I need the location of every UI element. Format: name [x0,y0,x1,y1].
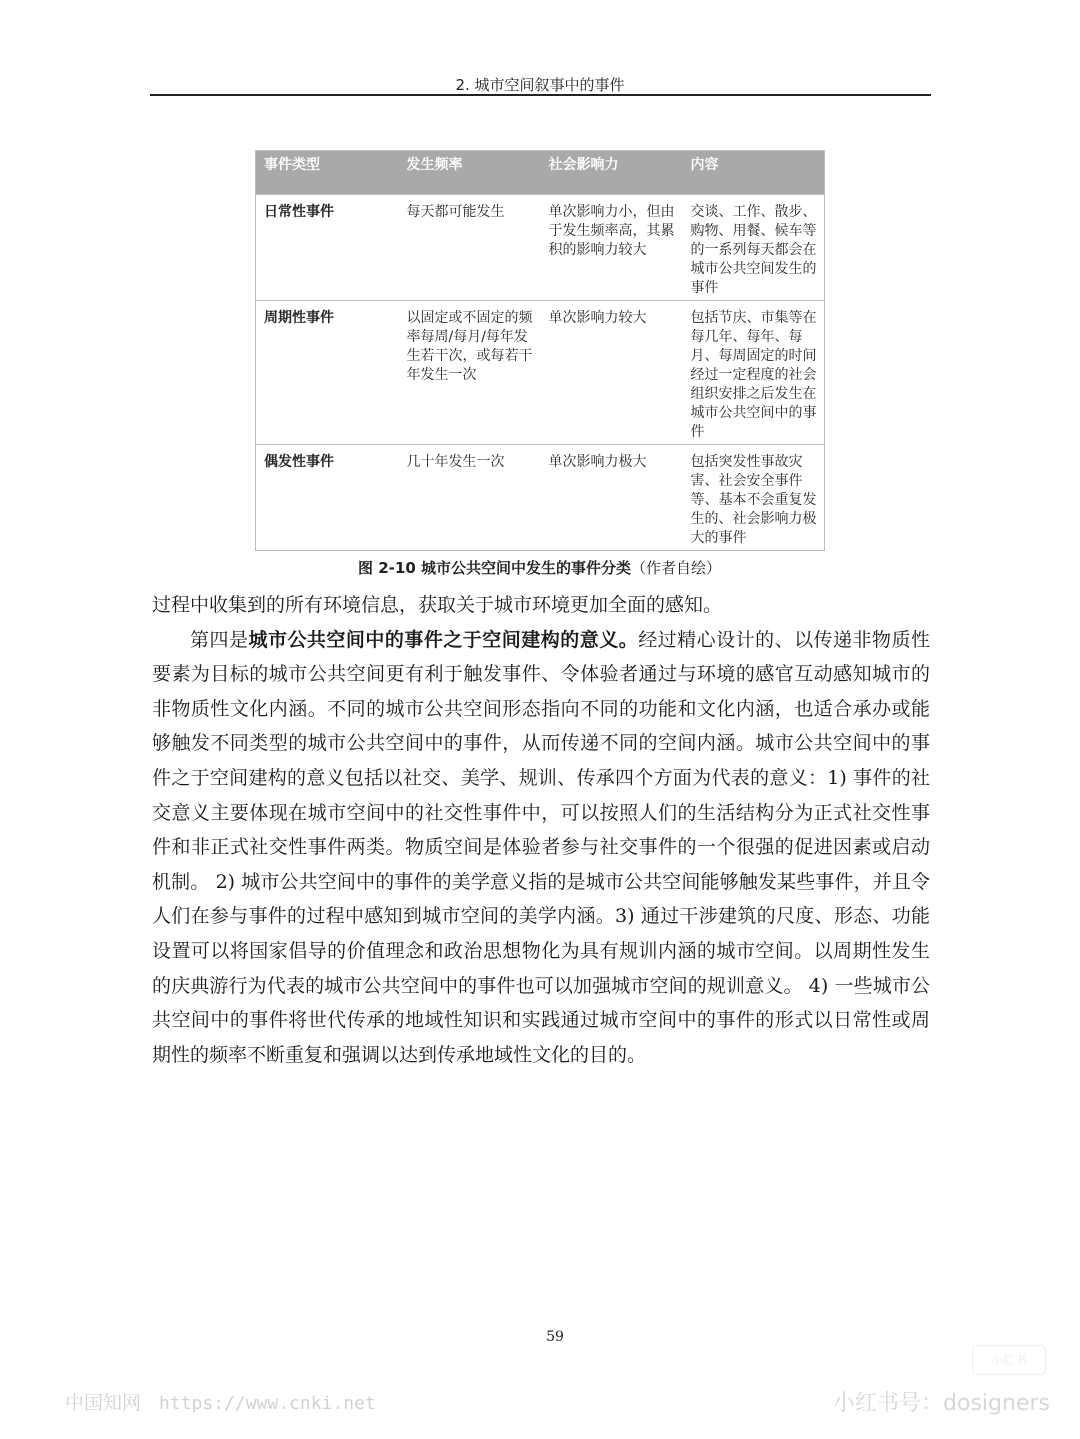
table-cell: 每天都可能发生 [399,195,541,301]
table-cell: 以固定或不固定的频率每周/每月/每年发生若干次，或每若干年发生一次 [399,301,541,445]
table-header-row [256,151,825,195]
paragraph-emphasis: 城市公共空间中的事件之于空间建构的意义。 [248,628,639,651]
paragraph: 过程中收集到的所有环境信息，获取关于城市环境更加全面的感知。 [152,594,723,616]
table-cell: 单次影响力小，但由于发生频率高，其累积的影响力较大 [541,195,683,301]
paragraph [152,623,930,1073]
xiaohongshu-watermark: 小红书号：dosigners [833,1391,1050,1416]
column-header: 事件类型 [256,151,399,195]
column-header: 社会影响力 [541,151,683,195]
paragraph-lead: 第四是 [190,628,249,651]
table-cell: 周期性事件 [256,301,399,445]
column-header: 内容 [683,151,825,195]
page-number: 59 [546,1329,564,1345]
table-cell: 单次影响力较大 [541,301,683,445]
cnki-url: https://www.cnki.net [159,1393,376,1414]
cnki-name: 中国知网 [65,1392,142,1414]
body-text [152,588,930,1072]
caption-title: 图 2-10 城市公共空间中发生的事件分类 [358,559,631,577]
table-cell: 交谈、工作、散步、购物、用餐、候车等的一系列每天都会在城市公共空间发生的事件 [683,195,825,301]
header-rule [150,94,931,96]
table-cell: 包括突发性事故灾害、社会安全事件等、基本不会重复发生的、社会影响力极大的事件 [683,445,825,551]
table-cell: 日常性事件 [256,195,399,301]
cnki-watermark [65,1388,376,1415]
table-cell: 包括节庆、市集等在每几年、每年、每月、每周固定的时间经过一定程度的社会组织安排之后发生在城市公共空间中的事件 [683,301,825,445]
event-classification-table [255,150,825,551]
watermark-logo: 小红书 [972,1345,1046,1375]
figure-caption [255,557,824,578]
paragraph-rest: 经过精心设计的、以传递非物质性要素为目标的城市公共空间更有利于触发事件、令体验者通过与环境的感官互动感知城市的非物质性文化内涵。不同的城市公共空间形态指向不同的功能和文化内涵，也适合承办或能够触发不同类型的城市公共空间中的事件，从而传递不同的空间内涵。城市公共空间中的事件之于空间建构的意义包括以社交、美学、规训、传承四个方面为代表的意义：1) 事件的社交意义主要体现在城市空间中的社交性事件中，可以按照人们的生活结构分为正式社交性事件和非正式社交性事件两类。物质空间是体验者参与社交事件的一个很强的促进因素或启动机制。 2) 城市公共空间中的事件的美学意义指的是城市公共空间能够触发某些事件，并且令人们在参与事件的过程中感知到城市空间的美学内涵。3) 通过干涉建筑的尺度、形态、功能设置可以将国家倡导的价值理念和政治思想物化为具有规训内涵的城市空间。以周期性发生的庆典游行为代表的城市公共空间中的事件也可以加强城市空间的规训意义。 4) 一些城市公共空间中的事件将世代传承的地域性知识和实践通过城市空间中的事件的形式以日常性或周期性的频率不断重复和强调以达到传承地域性文化的目的。 [152,628,930,1066]
table-cell: 几十年发生一次 [399,445,541,551]
table-cell: 单次影响力极大 [541,445,683,551]
caption-note: （作者自绘） [630,559,721,577]
column-header: 发生频率 [399,151,541,195]
running-header: 2. 城市空间叙事中的事件 [455,76,625,94]
table-row [256,445,825,551]
table-cell: 偶发性事件 [256,445,399,551]
table-row [256,301,825,445]
table-row [256,195,825,301]
